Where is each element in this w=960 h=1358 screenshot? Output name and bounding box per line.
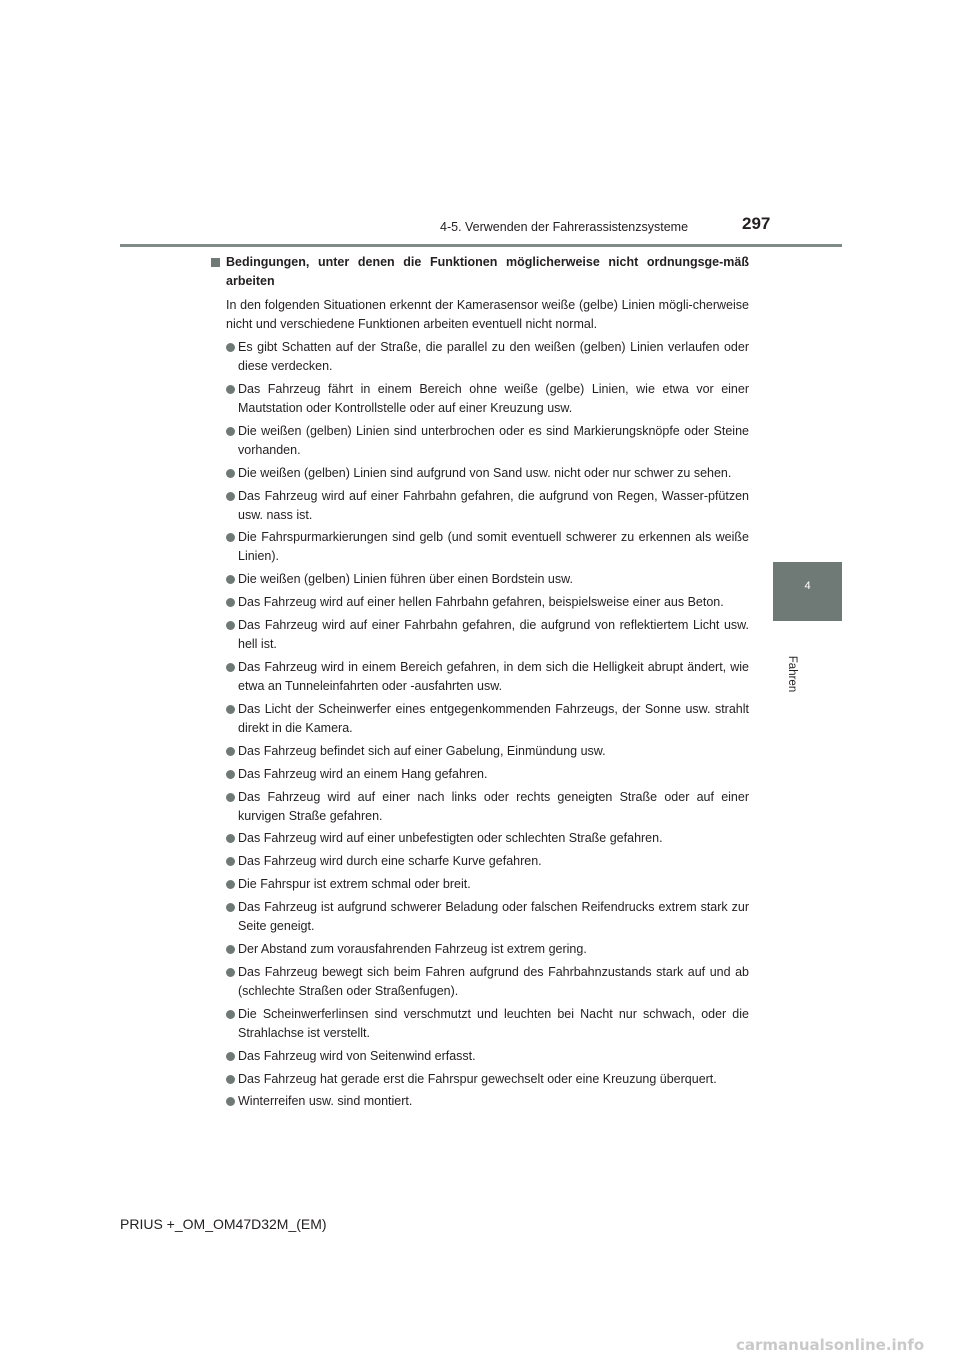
list-item xyxy=(211,616,749,654)
circle-bullet-icon xyxy=(226,663,235,672)
circle-bullet-icon xyxy=(226,747,235,756)
list-item xyxy=(211,898,749,936)
list-item-text: Das Fahrzeug wird in einem Bereich gefahren, in dem sich die Helligkeit abrupt ändert, wie etwa an Tunneleinfahrten oder -ausfahrten usw. xyxy=(238,660,749,694)
list-item-text: Die weißen (gelben) Linien führen über einen Bordstein usw. xyxy=(238,572,573,587)
list-item xyxy=(211,1070,749,1089)
watermark-logo: carmanualsonline.info xyxy=(736,1336,925,1354)
list-item-text: Die Scheinwerferlinsen sind verschmutzt und leuchten bei Nacht nur schwach, oder die Strahlachse ist verstellt. xyxy=(238,1006,749,1040)
list-item xyxy=(211,1005,749,1043)
list-item xyxy=(211,658,749,696)
circle-bullet-icon xyxy=(226,621,235,630)
list-item xyxy=(211,700,749,738)
section-heading-text: Bedingungen, unter denen die Funktionen möglicherweise nicht ordnungsge-mäß arbeiten xyxy=(226,255,749,288)
footer-model-code: PRIUS +_OM_OM47D32M_(EM) xyxy=(120,1216,327,1232)
circle-bullet-icon xyxy=(226,598,235,607)
circle-bullet-icon xyxy=(226,945,235,954)
list-item xyxy=(211,829,749,848)
list-item-text: Das Fahrzeug fährt in einem Bereich ohne weiße (gelbe) Linien, wie etwa vor einer Mautstation oder Kontrollstelle oder auf einer Kreuzung usw. xyxy=(238,381,749,415)
list-item-text: Das Fahrzeug hat gerade erst die Fahrspur gewechselt oder eine Kreuzung überquert. xyxy=(238,1071,717,1086)
list-item xyxy=(211,940,749,959)
list-item-text: Der Abstand zum vorausfahrenden Fahrzeug ist extrem gering. xyxy=(238,942,587,957)
list-item xyxy=(211,464,749,483)
circle-bullet-icon xyxy=(226,968,235,977)
list-item xyxy=(211,1092,749,1111)
list-item-text: Das Fahrzeug ist aufgrund schwerer Beladung oder falschen Reifendrucks extrem stark zur Seite geneigt. xyxy=(238,900,749,934)
chapter-label-text: Fahren xyxy=(786,655,798,693)
chapter-tab xyxy=(773,562,842,621)
list-item xyxy=(211,380,749,418)
header-divider xyxy=(120,244,842,247)
list-item-text: Die Fahrspur ist extrem schmal oder breit. xyxy=(238,877,471,892)
list-item xyxy=(211,742,749,761)
circle-bullet-icon xyxy=(226,857,235,866)
circle-bullet-icon xyxy=(226,343,235,352)
intro-paragraph: In den folgenden Situationen erkennt der Kamerasensor weiße (gelbe) Linien mögli-cherweise nicht und verschiedene Funktionen arbeiten eventuell nicht normal. xyxy=(226,298,749,331)
list-item-text: Die Fahrspurmarkierungen sind gelb (und somit eventuell schwerer zu erkennen als weiße Linien). xyxy=(238,530,749,564)
list-item xyxy=(211,765,749,784)
list-item xyxy=(211,422,749,460)
circle-bullet-icon xyxy=(226,1097,235,1106)
section-heading xyxy=(211,253,749,291)
list-item xyxy=(211,1047,749,1066)
circle-bullet-icon xyxy=(226,533,235,542)
list-item xyxy=(211,852,749,871)
circle-bullet-icon xyxy=(226,834,235,843)
circle-bullet-icon xyxy=(226,1010,235,1019)
circle-bullet-icon xyxy=(226,903,235,912)
condition-list xyxy=(211,338,749,1111)
list-item xyxy=(211,338,749,376)
circle-bullet-icon xyxy=(226,469,235,478)
list-item-text: Das Fahrzeug wird auf einer nach links oder rechts geneigten Straße oder auf einer kurvigen Straße gefahren. xyxy=(238,789,749,823)
chapter-label xyxy=(784,652,800,696)
list-item-text: Das Fahrzeug wird an einem Hang gefahren. xyxy=(238,766,488,781)
circle-bullet-icon xyxy=(226,770,235,779)
circle-bullet-icon xyxy=(226,427,235,436)
list-item-text: Das Licht der Scheinwerfer eines entgegenkommenden Fahrzeugs, der Sonne usw. strahlt direkt in die Kamera. xyxy=(238,701,749,735)
circle-bullet-icon xyxy=(226,705,235,714)
list-item xyxy=(211,528,749,566)
list-item-text: Das Fahrzeug befindet sich auf einer Gabelung, Einmündung usw. xyxy=(238,743,606,758)
circle-bullet-icon xyxy=(226,385,235,394)
list-item-text: Die weißen (gelben) Linien sind unterbrochen oder es sind Markierungsknöpfe oder Steine vorhanden. xyxy=(238,423,749,457)
list-item xyxy=(211,963,749,1001)
circle-bullet-icon xyxy=(226,880,235,889)
list-item-text: Das Fahrzeug bewegt sich beim Fahren aufgrund des Fahrbahnzustands stark auf und ab (schlechte Straßen oder Straßenfugen). xyxy=(238,964,749,998)
list-item-text: Das Fahrzeug wird auf einer Fahrbahn gefahren, die aufgrund von Regen, Wasser-pfützen usw. nass ist. xyxy=(238,488,749,522)
circle-bullet-icon xyxy=(226,492,235,501)
list-item xyxy=(211,487,749,525)
list-item-text: Es gibt Schatten auf der Straße, die parallel zu den weißen (gelben) Linien verlaufen oder diese verdecken. xyxy=(238,340,749,373)
list-item-text: Das Fahrzeug wird auf einer hellen Fahrbahn gefahren, beispielsweise einer aus Beton. xyxy=(238,595,724,610)
circle-bullet-icon xyxy=(226,1052,235,1061)
list-item xyxy=(211,570,749,589)
header-section-title: 4-5. Verwenden der Fahrerassistenzsysteme xyxy=(440,220,689,234)
page-number: 297 xyxy=(742,214,771,233)
chapter-tab-number: 4 xyxy=(804,580,811,592)
circle-bullet-icon xyxy=(226,575,235,584)
list-item-text: Das Fahrzeug wird auf einer Fahrbahn gefahren, die aufgrund von reflektiertem Licht usw. hell ist. xyxy=(238,618,749,652)
circle-bullet-icon xyxy=(226,1075,235,1084)
list-item xyxy=(211,875,749,894)
list-item-text: Die weißen (gelben) Linien sind aufgrund von Sand usw. nicht oder nur schwer zu sehen. xyxy=(238,465,732,480)
list-item-text: Das Fahrzeug wird auf einer unbefestigten oder schlechten Straße gefahren. xyxy=(238,831,663,846)
list-item xyxy=(211,593,749,612)
main-content xyxy=(211,253,749,1115)
list-item xyxy=(211,788,749,826)
square-bullet-icon xyxy=(211,258,220,267)
circle-bullet-icon xyxy=(226,793,235,802)
list-item-text: Das Fahrzeug wird von Seitenwind erfasst. xyxy=(238,1048,476,1063)
list-item-text: Winterreifen usw. sind montiert. xyxy=(238,1094,413,1109)
list-item-text: Das Fahrzeug wird durch eine scharfe Kurve gefahren. xyxy=(238,854,542,869)
